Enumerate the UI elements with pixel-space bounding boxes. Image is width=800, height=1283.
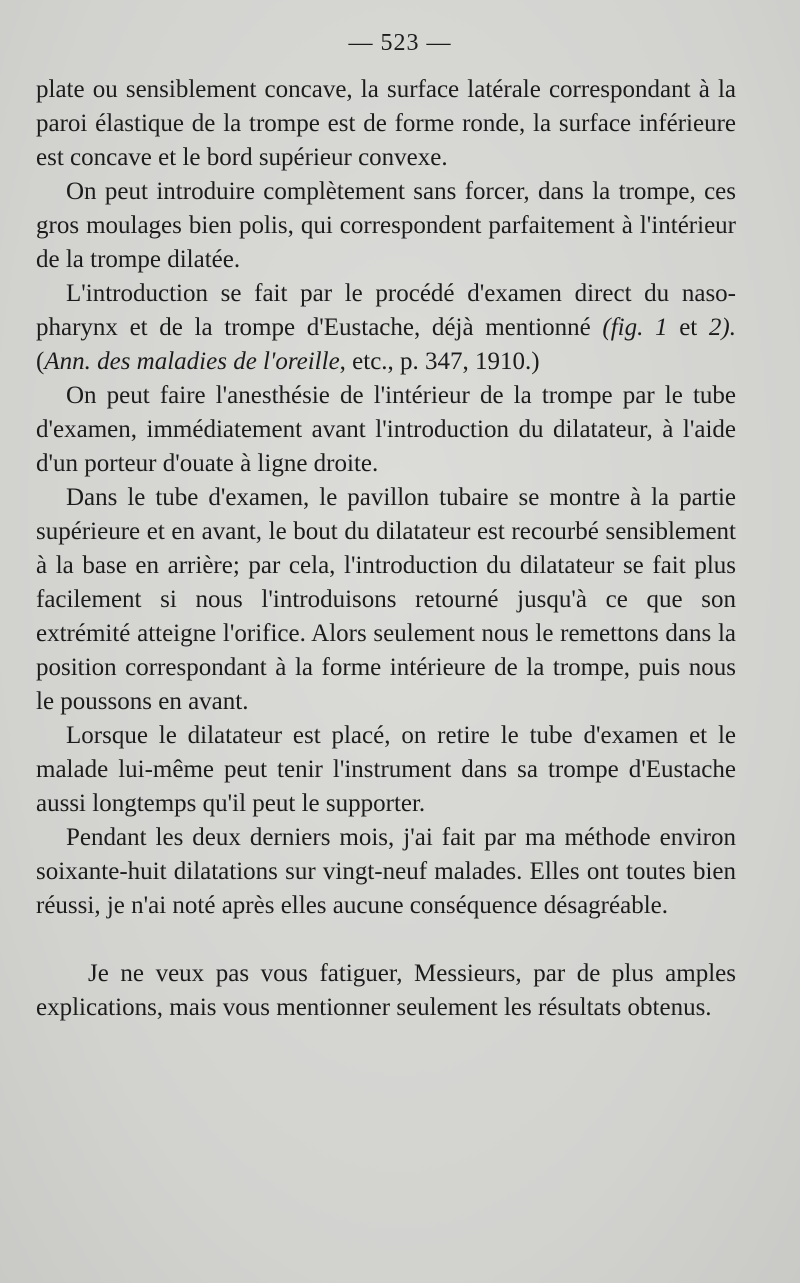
paragraph-3-text-c: ( [36, 348, 45, 375]
paragraph-3-text-b: et [667, 314, 709, 341]
paragraph-8: Je ne veux pas vous fatiguer, Messieurs, par de plus amples explications, mais vous mentionner seulement les résultats obtenus. [36, 960, 736, 1021]
figure-reference-2: 2). [708, 314, 736, 341]
paragraph-3-text-a: L'introduction se fait par le procédé d'examen direct du naso-pharynx et de la trompe d'Eustache, déjà mentionné [36, 280, 736, 341]
paragraph-6: Lorsque le dilatateur est placé, on retire le tube d'examen et le malade lui-même peut tenir l'instrument dans sa trompe d'Eustache aussi longtemps qu'il peut le supporter. [36, 722, 736, 817]
paragraph-7: Pendant les deux derniers mois, j'ai fait par ma méthode environ soixante-huit dilatations sur vingt-neuf malades. Elles ont toutes bien réussi, je n'ai noté après elles aucune conséquence désagréable. [36, 824, 736, 919]
figure-reference-1: (fig. 1 [602, 314, 668, 341]
paragraph-5: Dans le tube d'examen, le pavillon tubaire se montre à la partie supérieure et en avant, le bout du dilatateur est recourbé sensiblement à la base en arrière; par cela, l'introduction du dilatateur se fait plus facilement si nous l'introduisons retourné jusqu'à ce que son extrémité atteigne l'orifice. Alors seulement nous le remettons dans la position correspondant à la forme intérieure de la trompe, puis nous le poussons en avant. [36, 484, 736, 715]
paragraph-3-text-d: , etc., p. 347, 1910.) [339, 348, 540, 375]
paragraph-1: plate ou sensiblement concave, la surface latérale correspondant à la paroi élastique de la trompe est de forme ronde, la surface inférieure est concave et le bord supérieur convexe. [36, 76, 736, 171]
paragraph-2: On peut introduire complètement sans forcer, dans la trompe, ces gros moulages bien polis, qui correspondent parfaitement à l'intérieur de la trompe dilatée. [36, 178, 736, 273]
page-number: — 523 — [348, 30, 452, 56]
paragraph-3 [36, 277, 736, 379]
paragraph-4: On peut faire l'anesthésie de l'intérieur de la trompe par le tube d'examen, immédiatement avant l'introduction du dilatateur, à l'aide d'un porteur d'ouate à ligne droite. [36, 382, 736, 477]
citation-title: Ann. des maladies de l'oreille [44, 348, 340, 375]
body-text [36, 73, 736, 1025]
